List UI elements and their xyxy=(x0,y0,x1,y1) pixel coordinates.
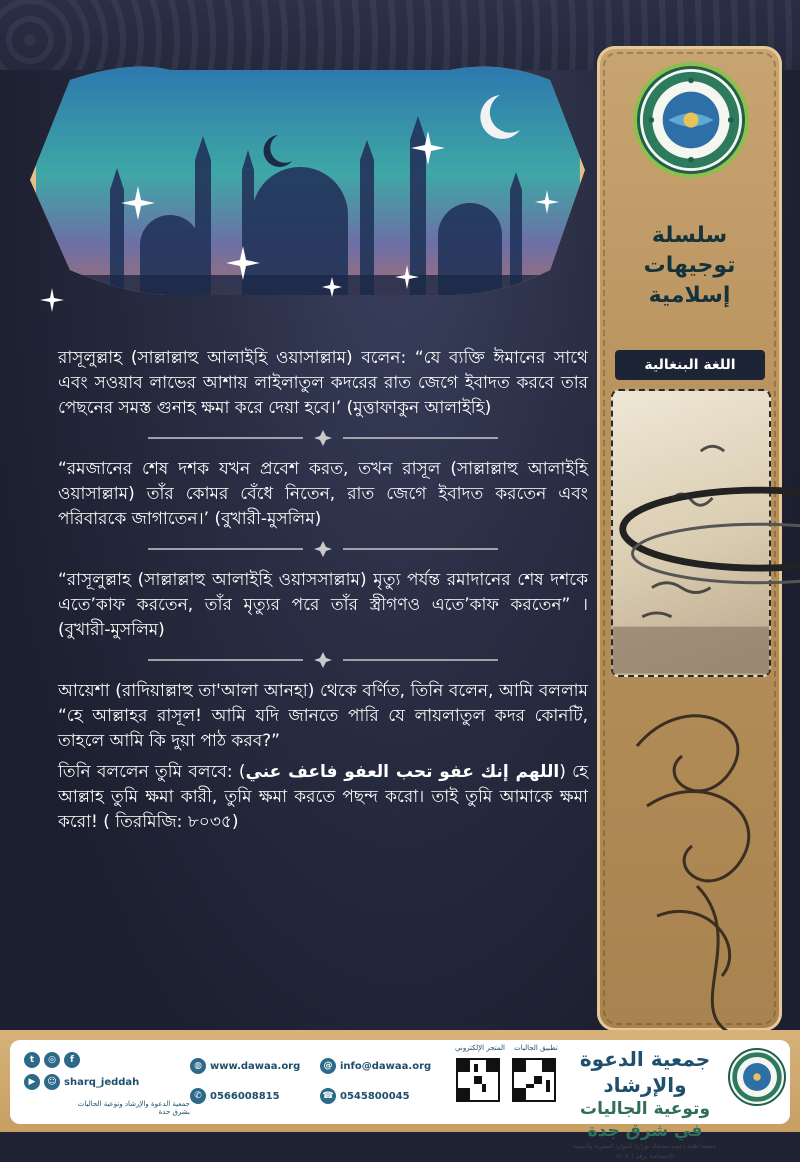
association-logo xyxy=(637,66,745,174)
mosque-hero-illustration xyxy=(30,40,585,330)
email-row xyxy=(320,1058,431,1074)
dua-lead-text: তিনি বললেন তুমি বলবে: ( xyxy=(58,762,246,782)
social-row xyxy=(24,1052,80,1068)
footer-logo xyxy=(728,1048,786,1106)
email-link[interactable]: info@dawaa.org xyxy=(340,1061,431,1072)
dua-paragraph xyxy=(58,760,588,835)
phone2-row xyxy=(320,1088,410,1104)
email-icon: @ xyxy=(320,1058,336,1074)
website-link[interactable]: www.dawaa.org xyxy=(210,1061,300,1072)
series-title xyxy=(597,221,782,311)
phone-icon: ☎ xyxy=(320,1088,336,1104)
phone-2[interactable]: 0545800045 xyxy=(340,1091,410,1102)
series-title-line-2: توجيهات xyxy=(597,251,782,281)
phone1-row xyxy=(190,1088,280,1104)
youtube-icon[interactable]: ▶ xyxy=(24,1074,40,1090)
language-badge: اللغة البنغالية xyxy=(615,350,765,380)
footer xyxy=(0,1030,800,1132)
right-sidebar xyxy=(597,46,782,1031)
series-title-line-3: إسلامية xyxy=(597,281,782,311)
hadith-paragraph-4: আয়েশা (রাদিয়াল্লাহু তা'আলা আনহা) থেকে বর্ণিত, তিনি বলেন, আমি বললাম “হে আল্লাহর রাসূল! আমি যদি জানতে পারি যে লায়লাতুল কদর কোনটি, তাহলে আমি কি দুয়া পাঠ করব?” xyxy=(58,679,588,754)
phone-1[interactable]: 0566008815 xyxy=(210,1091,280,1102)
globe-icon: ◍ xyxy=(190,1058,206,1074)
website-row xyxy=(190,1058,300,1074)
dua-arabic-text: اللهم إنك عفو تحب العفو فاعف عني xyxy=(246,762,560,782)
apps-label: تطبيق الجاليات xyxy=(506,1044,566,1052)
hadith-paragraph-3: “রাসূলুল্লাহ (সাল্লাল্লাহু আলাইহি ওয়াসসাল্লাম) মৃত্যু পর্যন্ত রমাদানের শেষ দশকে এতে’কাফ করতেন, তাঁর মৃত্যুর পরে তাঁর স্ত্রীগণও এতে’কাফ করতেন” । (বুখারী-মুসলিম) xyxy=(58,568,588,643)
association-registration: جمعية أهلية دعوية مسجلة بوزارة الموارد البشرية والتنمية الاجتماعية برقم (٢٠٧٠) xyxy=(570,1142,720,1162)
hadith-paragraph-1: রাসূলুল্লাহ (সাল্লাল্লাহু আলাইহি ওয়াসাল্লাম) বলেন: “যে ব্যক্তি ঈমানের সাথে এবং সওয়াব লাভের আশায় লাইলাতুল কদরের রাত জেগে ইবাদত করবে তার পেছনের সমস্ত গুনাহ ক্ষমা করে দেয়া হবে।’ (মুত্তাফাকুন আলাইহি) xyxy=(58,346,588,421)
facebook-icon[interactable]: f xyxy=(64,1052,80,1068)
snapchat-icon[interactable]: ☺ xyxy=(44,1074,60,1090)
content-column xyxy=(58,346,588,835)
dua-translation-text: ) হে আল্লাহ তুমি ক্ষমা কারী, তুমি ক্ষমা করতে পছন্দ করো। তাই তুমি আমাকে ক্ষমা করো! ( তিরমিজি: ৮০৩৫) xyxy=(58,762,588,832)
app-qr-code[interactable] xyxy=(512,1058,556,1102)
footer-card xyxy=(10,1040,790,1124)
quran-page-photo xyxy=(611,389,771,677)
decorative-swirl xyxy=(627,686,777,1036)
association-name-block xyxy=(570,1046,720,1118)
store-label: المتجر الإلكتروني xyxy=(450,1044,510,1052)
store-qr-code[interactable] xyxy=(456,1058,500,1102)
series-title-line-1: سلسلة xyxy=(597,221,782,251)
association-name-line-2: وتوعية الجاليات في شرق جدة xyxy=(570,1098,720,1142)
ornament-divider-1 xyxy=(58,427,588,449)
ornament-divider-2 xyxy=(58,538,588,560)
social-caption: جمعية الدعوة والإرشاد وتوعية الجاليات بشرق جدة xyxy=(70,1100,190,1116)
association-name-line-1: جمعية الدعوة والإرشاد xyxy=(570,1046,720,1098)
social-handle-row xyxy=(24,1074,139,1090)
ornament-divider-3 xyxy=(58,649,588,671)
twitter-icon[interactable]: t xyxy=(24,1052,40,1068)
instagram-icon[interactable]: ◎ xyxy=(44,1052,60,1068)
hadith-paragraph-2: “রমজানের শেষ দশক যখন প্রবেশ করত, তখন রাসূল (সাল্লাল্লাহু আলাইহি ওয়াসাল্লাম) তাঁর কোমর বেঁধে নিতেন, রাত জেগে ইবাদত করতেন এবং পরিবারকে জাগাতেন।’ (বুখারী-মুসলিম) xyxy=(58,457,588,532)
social-handle[interactable]: sharq_jeddah xyxy=(64,1077,139,1088)
whatsapp-icon: ✆ xyxy=(190,1088,206,1104)
